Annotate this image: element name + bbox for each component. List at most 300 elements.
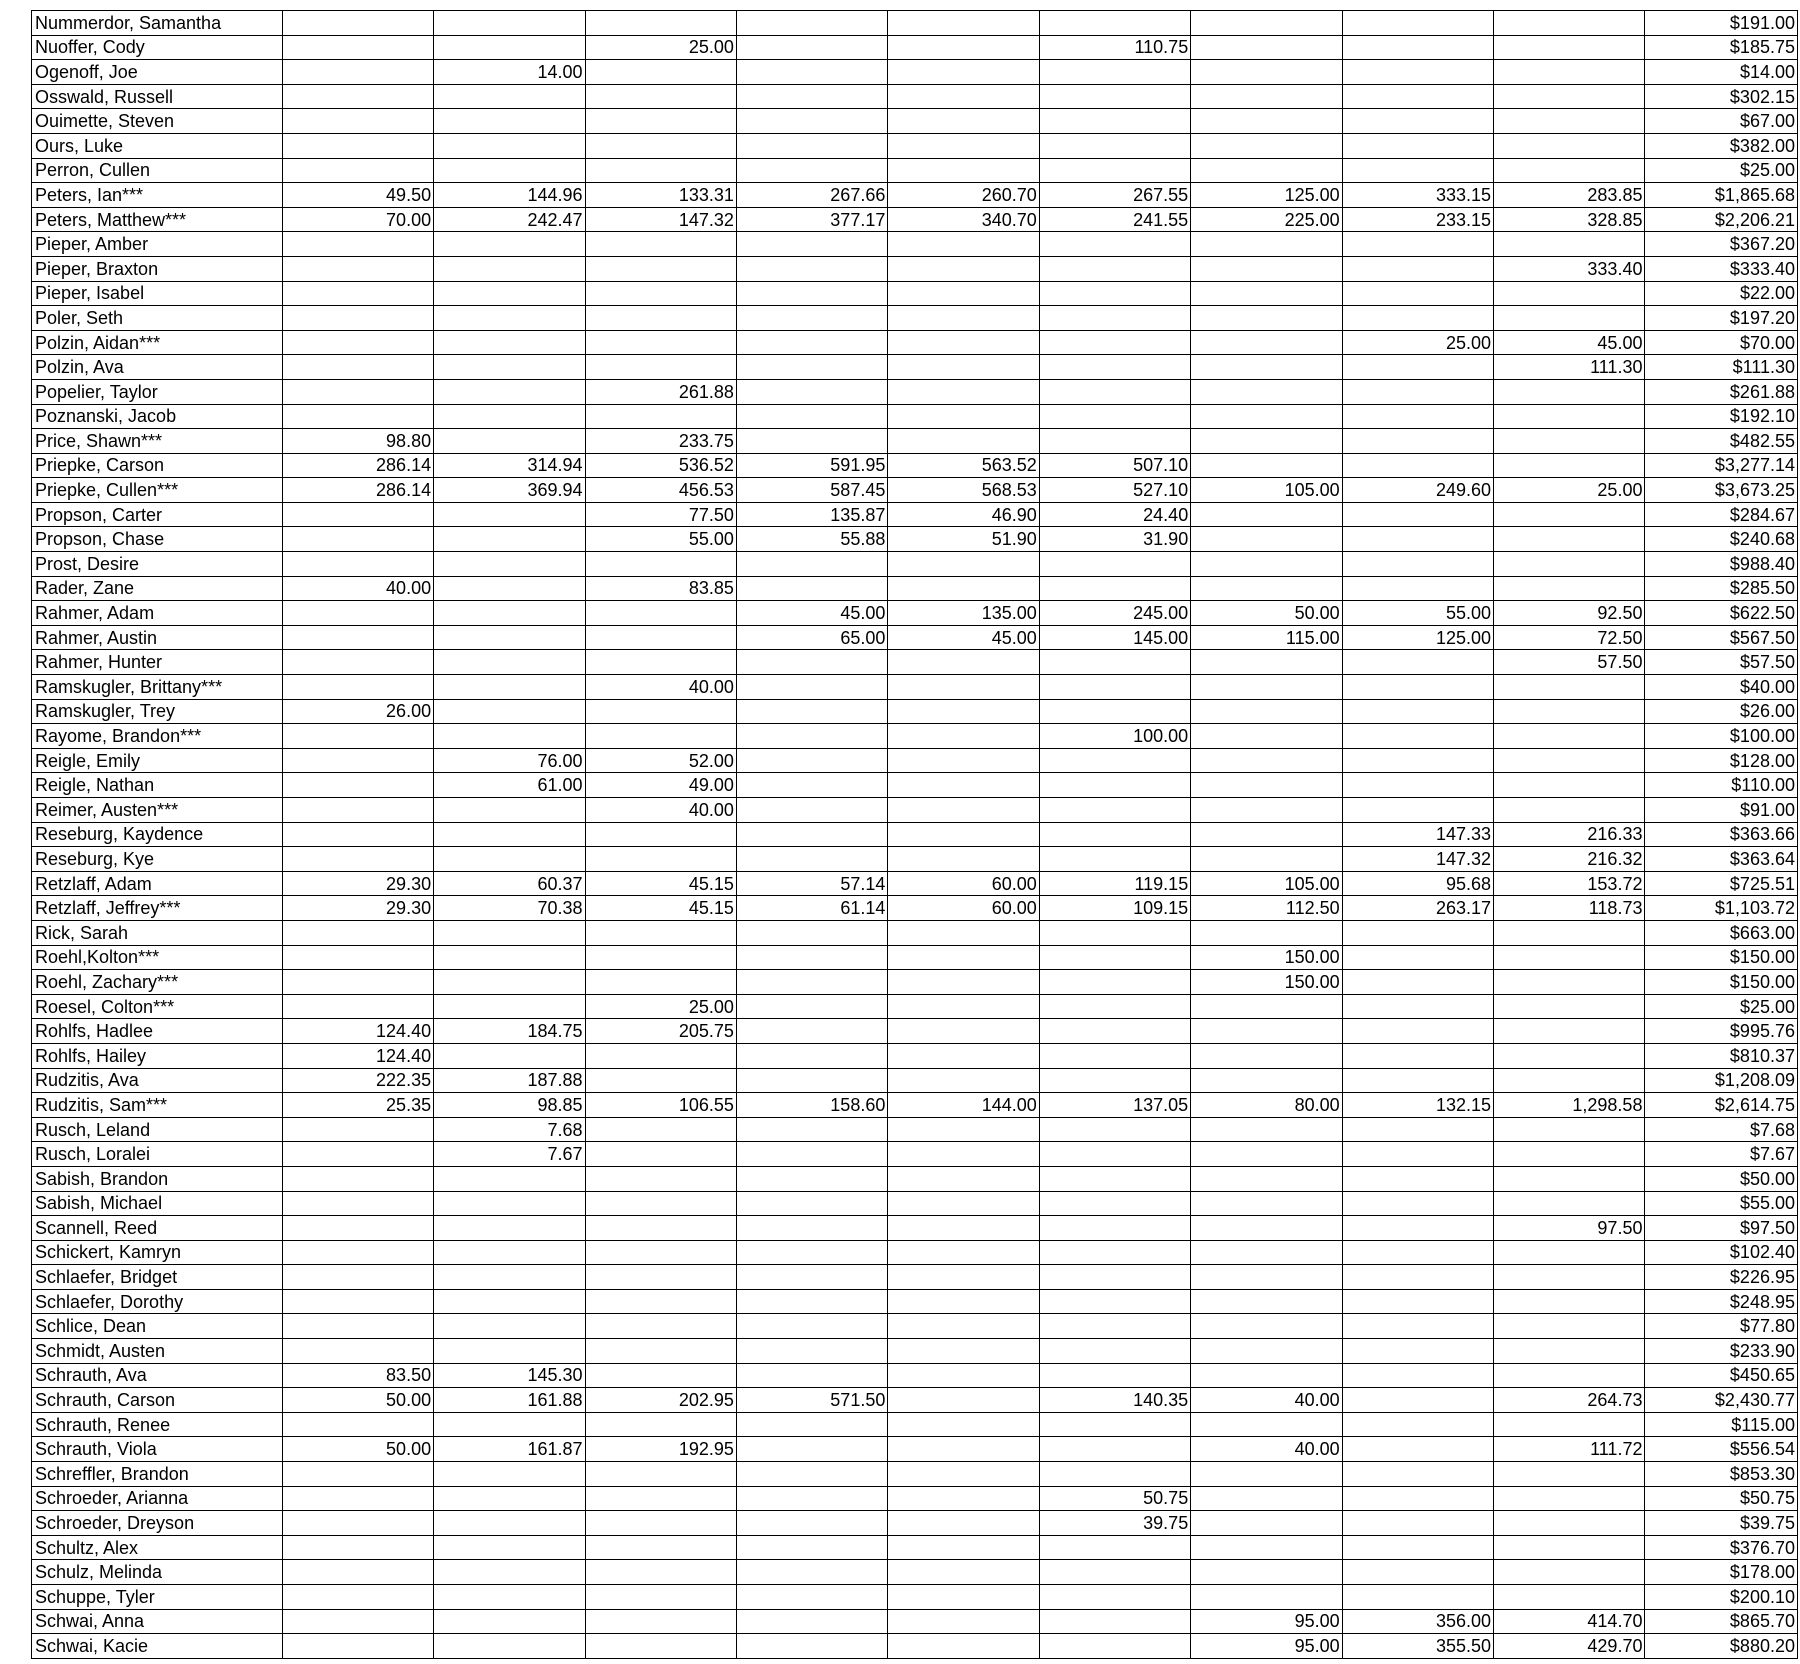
amount-cell — [736, 1019, 887, 1044]
table-row — [32, 1585, 1798, 1610]
amount-cell: 29.30 — [282, 871, 433, 896]
amount-cell — [1494, 306, 1645, 331]
total-cell: $367.20 — [1645, 232, 1798, 257]
amount-cell — [1039, 11, 1190, 36]
amount-cell — [1342, 1314, 1493, 1339]
amount-cell — [888, 1043, 1039, 1068]
amount-cell: 527.10 — [1039, 478, 1190, 503]
amount-cell — [434, 158, 585, 183]
amount-cell — [282, 1142, 433, 1167]
amount-cell — [736, 1585, 887, 1610]
name-cell: Rudzitis, Ava — [32, 1068, 283, 1093]
amount-cell — [1039, 109, 1190, 134]
table-row — [32, 158, 1798, 183]
amount-cell — [1342, 1240, 1493, 1265]
amount-cell — [888, 379, 1039, 404]
amount-cell — [585, 847, 736, 872]
name-cell: Propson, Chase — [32, 527, 283, 552]
table-row — [32, 798, 1798, 823]
name-cell: Schrauth, Renee — [32, 1412, 283, 1437]
amount-cell — [1342, 35, 1493, 60]
amount-cell — [434, 1265, 585, 1290]
amount-cell — [585, 724, 736, 749]
table-row — [32, 1462, 1798, 1487]
amount-cell — [1191, 1068, 1342, 1093]
amount-cell — [1191, 773, 1342, 798]
amount-cell: 145.30 — [434, 1363, 585, 1388]
amount-cell — [585, 1585, 736, 1610]
table-row — [32, 478, 1798, 503]
total-cell: $22.00 — [1645, 281, 1798, 306]
amount-cell — [282, 404, 433, 429]
amount-cell — [1039, 1314, 1190, 1339]
amount-cell: 571.50 — [736, 1388, 887, 1413]
name-cell: Nummerdor, Samantha — [32, 11, 283, 36]
amount-cell: 140.35 — [1039, 1388, 1190, 1413]
amount-cell — [1039, 1535, 1190, 1560]
amount-cell — [1494, 1585, 1645, 1610]
amount-cell — [1191, 1363, 1342, 1388]
amount-cell: 161.87 — [434, 1437, 585, 1462]
total-cell: $233.90 — [1645, 1339, 1798, 1364]
amount-cell — [1342, 1142, 1493, 1167]
amount-cell — [585, 1314, 736, 1339]
total-cell: $100.00 — [1645, 724, 1798, 749]
amount-cell — [585, 970, 736, 995]
amount-cell — [1039, 404, 1190, 429]
amount-cell — [1494, 11, 1645, 36]
amount-cell — [1342, 945, 1493, 970]
amount-cell — [888, 11, 1039, 36]
amount-cell — [1342, 1560, 1493, 1585]
total-cell: $622.50 — [1645, 601, 1798, 626]
amount-cell — [1342, 650, 1493, 675]
amount-cell — [1039, 798, 1190, 823]
amount-cell — [1342, 798, 1493, 823]
table-row — [32, 60, 1798, 85]
amount-cell — [1039, 1437, 1190, 1462]
total-cell: $97.50 — [1645, 1216, 1798, 1241]
total-cell: $178.00 — [1645, 1560, 1798, 1585]
amount-cell — [1494, 1412, 1645, 1437]
amount-cell — [585, 601, 736, 626]
amount-cell — [282, 994, 433, 1019]
amount-cell: 55.00 — [585, 527, 736, 552]
amount-cell — [736, 822, 887, 847]
amount-cell — [1342, 724, 1493, 749]
amount-cell — [736, 773, 887, 798]
name-cell: Roehl,Kolton*** — [32, 945, 283, 970]
amount-cell — [1342, 281, 1493, 306]
amount-cell — [1191, 920, 1342, 945]
amount-cell — [1494, 994, 1645, 1019]
table-row — [32, 748, 1798, 773]
amount-cell — [1191, 35, 1342, 60]
amount-cell — [1494, 232, 1645, 257]
amount-cell — [1191, 847, 1342, 872]
amount-cell: 124.40 — [282, 1043, 433, 1068]
amount-cell — [585, 158, 736, 183]
amount-cell: 70.00 — [282, 207, 433, 232]
total-cell: $2,614.75 — [1645, 1093, 1798, 1118]
amount-cell: 60.37 — [434, 871, 585, 896]
table-row — [32, 1289, 1798, 1314]
amount-cell — [434, 1560, 585, 1585]
name-cell: Rohlfs, Hadlee — [32, 1019, 283, 1044]
amount-cell — [888, 994, 1039, 1019]
total-cell: $284.67 — [1645, 502, 1798, 527]
table-row — [32, 379, 1798, 404]
amount-cell — [736, 35, 887, 60]
amount-cell — [1342, 379, 1493, 404]
table-row — [32, 1486, 1798, 1511]
amount-cell — [1039, 1363, 1190, 1388]
amount-cell — [888, 1437, 1039, 1462]
amount-cell — [434, 724, 585, 749]
amount-cell: 95.00 — [1191, 1609, 1342, 1634]
table-row — [32, 502, 1798, 527]
total-cell: $111.30 — [1645, 355, 1798, 380]
name-cell: Ramskugler, Brittany*** — [32, 675, 283, 700]
amount-cell — [1342, 527, 1493, 552]
amount-cell: 24.40 — [1039, 502, 1190, 527]
amount-cell — [888, 1363, 1039, 1388]
amount-cell — [888, 35, 1039, 60]
amount-cell — [736, 724, 887, 749]
amount-cell — [1039, 84, 1190, 109]
amount-cell — [585, 1560, 736, 1585]
amount-cell — [282, 1486, 433, 1511]
amount-cell — [1039, 158, 1190, 183]
amount-cell — [434, 1462, 585, 1487]
total-cell: $200.10 — [1645, 1585, 1798, 1610]
amount-cell — [1039, 379, 1190, 404]
amount-cell: 184.75 — [434, 1019, 585, 1044]
amount-cell: 25.35 — [282, 1093, 433, 1118]
name-cell: Schroeder, Dreyson — [32, 1511, 283, 1536]
amount-cell — [1342, 133, 1493, 158]
total-cell: $725.51 — [1645, 871, 1798, 896]
amount-cell — [1342, 576, 1493, 601]
table-row — [32, 404, 1798, 429]
amount-cell — [1494, 724, 1645, 749]
name-cell: Priepke, Cullen*** — [32, 478, 283, 503]
table-row — [32, 1363, 1798, 1388]
amount-cell: 109.15 — [1039, 896, 1190, 921]
amount-cell — [1494, 502, 1645, 527]
name-cell: Retzlaff, Adam — [32, 871, 283, 896]
name-cell: Sabish, Michael — [32, 1191, 283, 1216]
amount-cell: 568.53 — [888, 478, 1039, 503]
amount-cell — [736, 158, 887, 183]
amount-cell: 187.88 — [434, 1068, 585, 1093]
amount-cell — [736, 970, 887, 995]
amount-cell: 7.68 — [434, 1117, 585, 1142]
table-row — [32, 429, 1798, 454]
amount-cell: 233.15 — [1342, 207, 1493, 232]
amount-cell — [736, 650, 887, 675]
amount-cell — [1494, 35, 1645, 60]
total-cell: $102.40 — [1645, 1240, 1798, 1265]
amount-cell — [888, 84, 1039, 109]
name-cell: Rader, Zane — [32, 576, 283, 601]
amount-cell — [585, 1216, 736, 1241]
name-cell: Polzin, Aidan*** — [32, 330, 283, 355]
amount-cell — [888, 920, 1039, 945]
total-cell: $110.00 — [1645, 773, 1798, 798]
amount-cell: 105.00 — [1191, 871, 1342, 896]
amount-cell — [585, 60, 736, 85]
table-row — [32, 1634, 1798, 1659]
amount-cell — [434, 945, 585, 970]
amount-cell — [1494, 1339, 1645, 1364]
amount-cell — [736, 84, 887, 109]
amount-cell — [1342, 404, 1493, 429]
name-cell: Peters, Ian*** — [32, 183, 283, 208]
amount-cell — [1039, 330, 1190, 355]
amount-cell — [585, 330, 736, 355]
table-row — [32, 306, 1798, 331]
amount-cell — [434, 84, 585, 109]
amount-cell: 137.05 — [1039, 1093, 1190, 1118]
amount-cell — [736, 675, 887, 700]
amount-cell — [585, 1363, 736, 1388]
amount-cell — [736, 306, 887, 331]
name-cell: Rohlfs, Hailey — [32, 1043, 283, 1068]
amount-cell — [1342, 84, 1493, 109]
amount-cell — [1494, 379, 1645, 404]
amount-cell — [888, 60, 1039, 85]
amount-cell — [1039, 429, 1190, 454]
amount-cell: 61.14 — [736, 896, 887, 921]
amount-cell — [736, 379, 887, 404]
name-cell: Nuoffer, Cody — [32, 35, 283, 60]
amount-cell — [1191, 1289, 1342, 1314]
amount-cell — [1342, 429, 1493, 454]
table-row — [32, 330, 1798, 355]
table-row — [32, 355, 1798, 380]
table-row — [32, 232, 1798, 257]
amount-cell — [1191, 1019, 1342, 1044]
amount-cell — [888, 281, 1039, 306]
amount-cell — [1494, 1191, 1645, 1216]
amount-cell: 429.70 — [1494, 1634, 1645, 1659]
table-row — [32, 871, 1798, 896]
amount-cell — [1039, 60, 1190, 85]
table-row — [32, 183, 1798, 208]
amount-cell — [1191, 1511, 1342, 1536]
amount-cell — [1494, 527, 1645, 552]
amount-cell — [1039, 773, 1190, 798]
amount-cell — [1039, 847, 1190, 872]
amount-cell — [1342, 1585, 1493, 1610]
name-cell: Price, Shawn*** — [32, 429, 283, 454]
amount-cell: 355.50 — [1342, 1634, 1493, 1659]
table-row — [32, 1019, 1798, 1044]
amount-cell — [736, 1634, 887, 1659]
amount-cell — [1039, 920, 1190, 945]
amount-cell — [434, 404, 585, 429]
total-cell: $3,673.25 — [1645, 478, 1798, 503]
total-cell: $1,103.72 — [1645, 896, 1798, 921]
amount-cell — [888, 429, 1039, 454]
amount-cell — [1342, 1191, 1493, 1216]
amount-cell — [1039, 1412, 1190, 1437]
table-row — [32, 109, 1798, 134]
amount-cell — [434, 1634, 585, 1659]
amount-cell: 50.00 — [282, 1388, 433, 1413]
total-cell: $192.10 — [1645, 404, 1798, 429]
amount-cell — [1191, 1216, 1342, 1241]
name-cell: Pieper, Isabel — [32, 281, 283, 306]
table-row — [32, 1191, 1798, 1216]
amount-cell — [434, 920, 585, 945]
total-cell: $1,208.09 — [1645, 1068, 1798, 1093]
amount-cell: 118.73 — [1494, 896, 1645, 921]
amount-cell — [1494, 1117, 1645, 1142]
amount-cell — [282, 1535, 433, 1560]
amount-cell — [1494, 1535, 1645, 1560]
amount-cell: 26.00 — [282, 699, 433, 724]
total-cell: $40.00 — [1645, 675, 1798, 700]
name-cell: Schreffler, Brandon — [32, 1462, 283, 1487]
amount-cell: 39.75 — [1039, 1511, 1190, 1536]
amount-cell — [434, 330, 585, 355]
amount-cell: 45.00 — [888, 625, 1039, 650]
name-cell: Rahmer, Adam — [32, 601, 283, 626]
total-cell: $226.95 — [1645, 1265, 1798, 1290]
amount-cell — [1342, 1388, 1493, 1413]
amount-cell: 80.00 — [1191, 1093, 1342, 1118]
amount-cell — [585, 699, 736, 724]
amount-cell: 133.31 — [585, 183, 736, 208]
amount-cell — [736, 576, 887, 601]
amount-cell — [888, 1585, 1039, 1610]
amount-cell — [1039, 1166, 1190, 1191]
amount-cell: 144.96 — [434, 183, 585, 208]
table-row — [32, 576, 1798, 601]
name-cell: Reseburg, Kaydence — [32, 822, 283, 847]
amount-cell — [434, 1191, 585, 1216]
amount-cell — [1191, 453, 1342, 478]
amount-cell — [1342, 552, 1493, 577]
total-cell: $995.76 — [1645, 1019, 1798, 1044]
amount-cell — [434, 256, 585, 281]
amount-cell — [585, 1191, 736, 1216]
amount-cell — [1039, 1068, 1190, 1093]
total-cell: $382.00 — [1645, 133, 1798, 158]
amount-cell: 98.80 — [282, 429, 433, 454]
name-cell: Priepke, Carson — [32, 453, 283, 478]
table-row — [32, 207, 1798, 232]
amount-cell — [1342, 1043, 1493, 1068]
amount-cell: 222.35 — [282, 1068, 433, 1093]
amount-cell — [736, 552, 887, 577]
amount-cell: 95.68 — [1342, 871, 1493, 896]
total-cell: $115.00 — [1645, 1412, 1798, 1437]
amount-cell — [1039, 133, 1190, 158]
table-row — [32, 281, 1798, 306]
amount-cell — [585, 552, 736, 577]
amount-cell — [1039, 945, 1190, 970]
amount-cell — [585, 1634, 736, 1659]
amount-cell — [1191, 1166, 1342, 1191]
amount-cell — [1342, 1511, 1493, 1536]
total-cell: $482.55 — [1645, 429, 1798, 454]
amount-cell: 333.15 — [1342, 183, 1493, 208]
total-cell: $91.00 — [1645, 798, 1798, 823]
amount-cell: 267.66 — [736, 183, 887, 208]
amount-cell: 158.60 — [736, 1093, 887, 1118]
amount-cell — [888, 232, 1039, 257]
amount-cell — [1342, 1166, 1493, 1191]
amount-cell — [736, 1462, 887, 1487]
table-row — [32, 1142, 1798, 1167]
amount-cell — [282, 724, 433, 749]
table-row — [32, 256, 1798, 281]
amount-cell — [1342, 1363, 1493, 1388]
total-cell: $191.00 — [1645, 11, 1798, 36]
amount-cell — [282, 1560, 433, 1585]
amount-cell — [585, 1289, 736, 1314]
amount-cell: 112.50 — [1191, 896, 1342, 921]
amount-cell: 286.14 — [282, 453, 433, 478]
amount-cell — [1494, 404, 1645, 429]
amount-cell — [282, 158, 433, 183]
name-cell: Poznanski, Jacob — [32, 404, 283, 429]
amount-cell — [282, 1216, 433, 1241]
amount-cell: 57.14 — [736, 871, 887, 896]
amount-cell — [888, 822, 1039, 847]
name-cell: Schrauth, Ava — [32, 1363, 283, 1388]
total-cell: $7.67 — [1645, 1142, 1798, 1167]
table-row — [32, 1093, 1798, 1118]
total-cell: $25.00 — [1645, 994, 1798, 1019]
amount-cell — [888, 1265, 1039, 1290]
amount-cell — [434, 306, 585, 331]
amount-cell: 106.55 — [585, 1093, 736, 1118]
amount-cell — [434, 601, 585, 626]
amount-cell — [1191, 1486, 1342, 1511]
amount-cell — [434, 675, 585, 700]
total-cell: $2,430.77 — [1645, 1388, 1798, 1413]
table-row — [32, 920, 1798, 945]
amount-cell — [888, 1560, 1039, 1585]
amount-cell — [736, 1412, 887, 1437]
amount-cell: 50.75 — [1039, 1486, 1190, 1511]
amount-cell: 205.75 — [585, 1019, 736, 1044]
amount-cell — [585, 133, 736, 158]
amount-cell — [1191, 576, 1342, 601]
amount-cell — [1342, 1437, 1493, 1462]
amount-cell — [585, 625, 736, 650]
amount-cell — [1039, 699, 1190, 724]
amount-cell — [1494, 429, 1645, 454]
name-cell: Popelier, Taylor — [32, 379, 283, 404]
amount-cell — [1191, 330, 1342, 355]
table-row — [32, 773, 1798, 798]
amount-cell: 40.00 — [1191, 1437, 1342, 1462]
amount-cell: 40.00 — [282, 576, 433, 601]
amount-cell — [282, 748, 433, 773]
table-row — [32, 1166, 1798, 1191]
table-row — [32, 1609, 1798, 1634]
amount-cell — [1039, 552, 1190, 577]
table-row — [32, 1437, 1798, 1462]
amount-cell — [888, 1117, 1039, 1142]
amount-cell — [888, 1486, 1039, 1511]
amount-cell: 50.00 — [1191, 601, 1342, 626]
